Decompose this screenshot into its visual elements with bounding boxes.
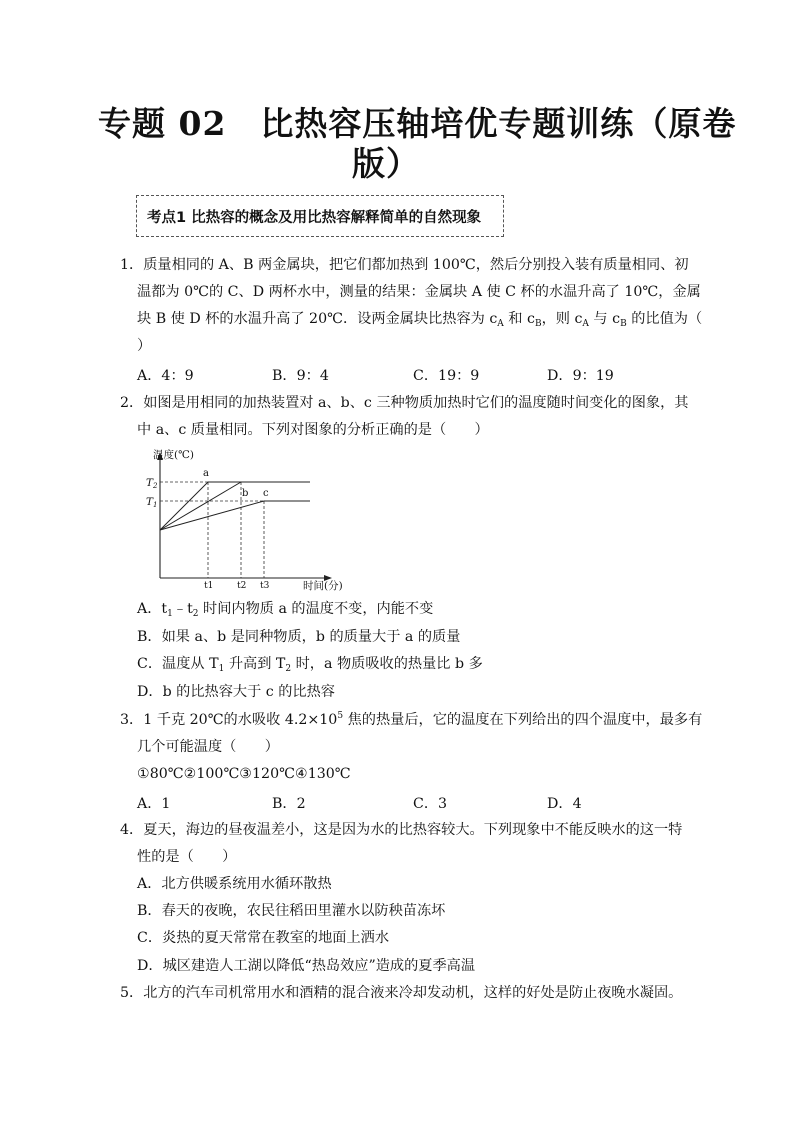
q4-option-d: D．城区建造人工湖以降低“热岛效应”造成的夏季高温	[137, 958, 476, 974]
temperature-time-graph	[140, 444, 360, 594]
q1-line-3: 块 B 使 D 杯的水温升高了 20℃．设两金属块比热容为 $c_A$ 和 $c_B$，则 $c_A$ 与 $c_B$ 的比值为（	[137, 311, 703, 329]
q3-line-3: ①80℃②100℃③120℃④130℃	[137, 766, 351, 782]
q2-line-1: 2．如图是用相同的加热装置对 a、b、c 三种物质加热时它们的温度随时间变化的图象，其	[120, 395, 689, 411]
q1-line-1: 1．质量相同的 A、B 两金属块，把它们都加热到 100℃，然后分别投入装有质量相同、初	[120, 257, 689, 273]
y-axis-label: 温度(℃)	[153, 449, 194, 461]
q1-option-b: B．9：4	[272, 368, 329, 384]
q2-option-c: C．温度从 $T_1$ 升高到 $T_2$ 时，a 物质吸收的热量比 b 多	[137, 656, 483, 674]
curve-c-label: c	[263, 488, 269, 499]
q5-line-1: 5．北方的汽车司机常用水和酒精的混合液来冷却发动机，这样的好处是防止夜晚水凝固。	[120, 985, 683, 1001]
q1-option-a: A．4：9	[137, 368, 194, 384]
q4-line-2: 性的是（ ）	[137, 849, 237, 865]
x-axis-label: 时间(分)	[303, 580, 343, 592]
y-tick-t1: T1	[146, 496, 158, 509]
q4-option-b: B．春天的夜晚，农民往稻田里灌水以防秧苗冻坏	[137, 903, 446, 919]
curve-c-rise	[160, 501, 264, 530]
q3-line-1: 3．1 千克 20℃的水吸收 $4.2\times 10^5$ 焦的热量后，它的温度在下列给出的四个温度中，最多有	[120, 711, 703, 728]
q4-option-c: C．炎热的夏天常常在教室的地面上洒水	[137, 930, 390, 946]
curve-a-label: a	[203, 468, 209, 479]
q3-option-a: A．1	[137, 796, 171, 812]
q1-line-2: 温都为 0℃的 C、D 两杯水中，测量的结果：金属块 A 使 C 杯的水温升高了 10℃，金属	[137, 284, 701, 300]
q4-option-a: A．北方供暖系统用水循环散热	[137, 876, 332, 892]
title-line-2: 版）	[352, 144, 420, 183]
q4-line-1: 4．夏天，海边的昼夜温差小，这是因为水的比热容较大。下列现象中不能反映水的这一特	[120, 822, 683, 838]
q2-option-a: A．$t_1﹣t_2$ 时间内物质 a 的温度不变，内能不变	[137, 601, 434, 619]
q1-option-d: D．9：19	[547, 368, 614, 384]
q3-line-2: 几个可能温度（ ）	[137, 739, 279, 755]
q3-option-b: B．2	[272, 796, 306, 812]
title-line-1: 专题 02 比热容压轴培优专题训练（原卷	[98, 104, 737, 143]
q1-line-4: ）	[137, 338, 152, 354]
curve-b-label: b	[242, 488, 249, 499]
y-tick-t2: T2	[146, 477, 158, 490]
x-tick-t1: t1	[204, 581, 214, 591]
q3-option-d: D．4	[547, 796, 582, 812]
x-tick-t2: t2	[237, 581, 247, 591]
topic-label: 考点1 比热容的概念及用比热容解释简单的自然现象	[147, 210, 482, 226]
q1-option-c: C．19：9	[413, 368, 480, 384]
q2-line-2: 中 a、c 质量相同。下列对图象的分析正确的是（ ）	[137, 422, 489, 438]
q2-option-d: D．b 的比热容大于 c 的比热容	[137, 684, 335, 700]
x-tick-t3: t3	[260, 581, 270, 591]
q3-option-c: C．3	[413, 796, 448, 812]
q2-option-b: B．如果 a、b 是同种物质，b 的质量大于 a 的质量	[137, 629, 461, 645]
